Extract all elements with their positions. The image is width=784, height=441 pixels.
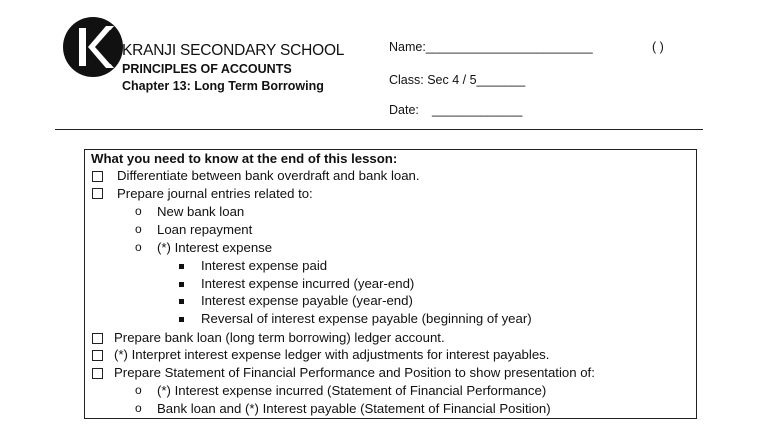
objective-item-1: Differentiate between bank overdraft and bank loan. [117,168,420,183]
subject-title: PRINCIPLES OF ACCOUNTS [122,62,292,76]
circle-marker: o [135,401,142,415]
sub-item-interest-expense: (*) Interest expense [157,240,273,255]
class-field: Class: Sec 4 / 5_______ [389,73,526,87]
bullet-interest-paid: Interest expense paid [201,258,328,273]
sub-item-sofp-bank-loan: Bank loan and (*) Interest payable (Statement of Financial Position) [157,401,551,416]
name-field: Name:________________________ [389,40,593,54]
date-field: _____________ [432,103,523,117]
objective-checkbox-3[interactable] [92,333,103,344]
circle-marker: o [135,240,142,254]
objective-checkbox-4[interactable] [92,350,103,361]
sub-item-loan-repayment: Loan repayment [157,222,253,237]
objective-item-2: Prepare journal entries related to: [117,186,313,201]
objectives-heading: What you need to know at the end of this lesson: [91,151,398,166]
square-bullet [179,317,184,322]
date-label: Date: [389,103,419,117]
school-name: KRANJI SECONDARY SCHOOL [122,42,345,59]
chapter-title: Chapter 13: Long Term Borrowing [122,79,324,93]
header-divider [55,129,703,130]
square-bullet [179,264,184,269]
objective-checkbox-1[interactable] [92,171,103,182]
bullet-interest-incurred: Interest expense incurred (year-end) [201,276,415,291]
objective-item-4: (*) Interpret interest expense ledger with adjustments for interest payables. [114,347,550,362]
objective-checkbox-2[interactable] [92,188,103,199]
sub-item-sofp-interest: (*) Interest expense incurred (Statement of Financial Performance) [157,383,547,398]
objective-item-5: Prepare Statement of Financial Performance and Position to show presentation of: [114,365,595,380]
circle-marker: o [135,222,142,236]
school-logo [62,16,124,78]
objective-item-3: Prepare bank loan (long term borrowing) ledger account. [114,330,445,345]
bullet-reversal: Reversal of interest expense payable (beginning of year) [201,311,532,326]
bullet-interest-payable: Interest expense payable (year-end) [201,293,413,308]
circle-marker: o [135,383,142,397]
sub-item-new-bank-loan: New bank loan [157,204,245,219]
square-bullet [179,282,184,287]
objective-checkbox-5[interactable] [92,368,103,379]
square-bullet [179,299,184,304]
circle-marker: o [135,204,142,218]
index-number-field: ( ) [652,40,664,54]
